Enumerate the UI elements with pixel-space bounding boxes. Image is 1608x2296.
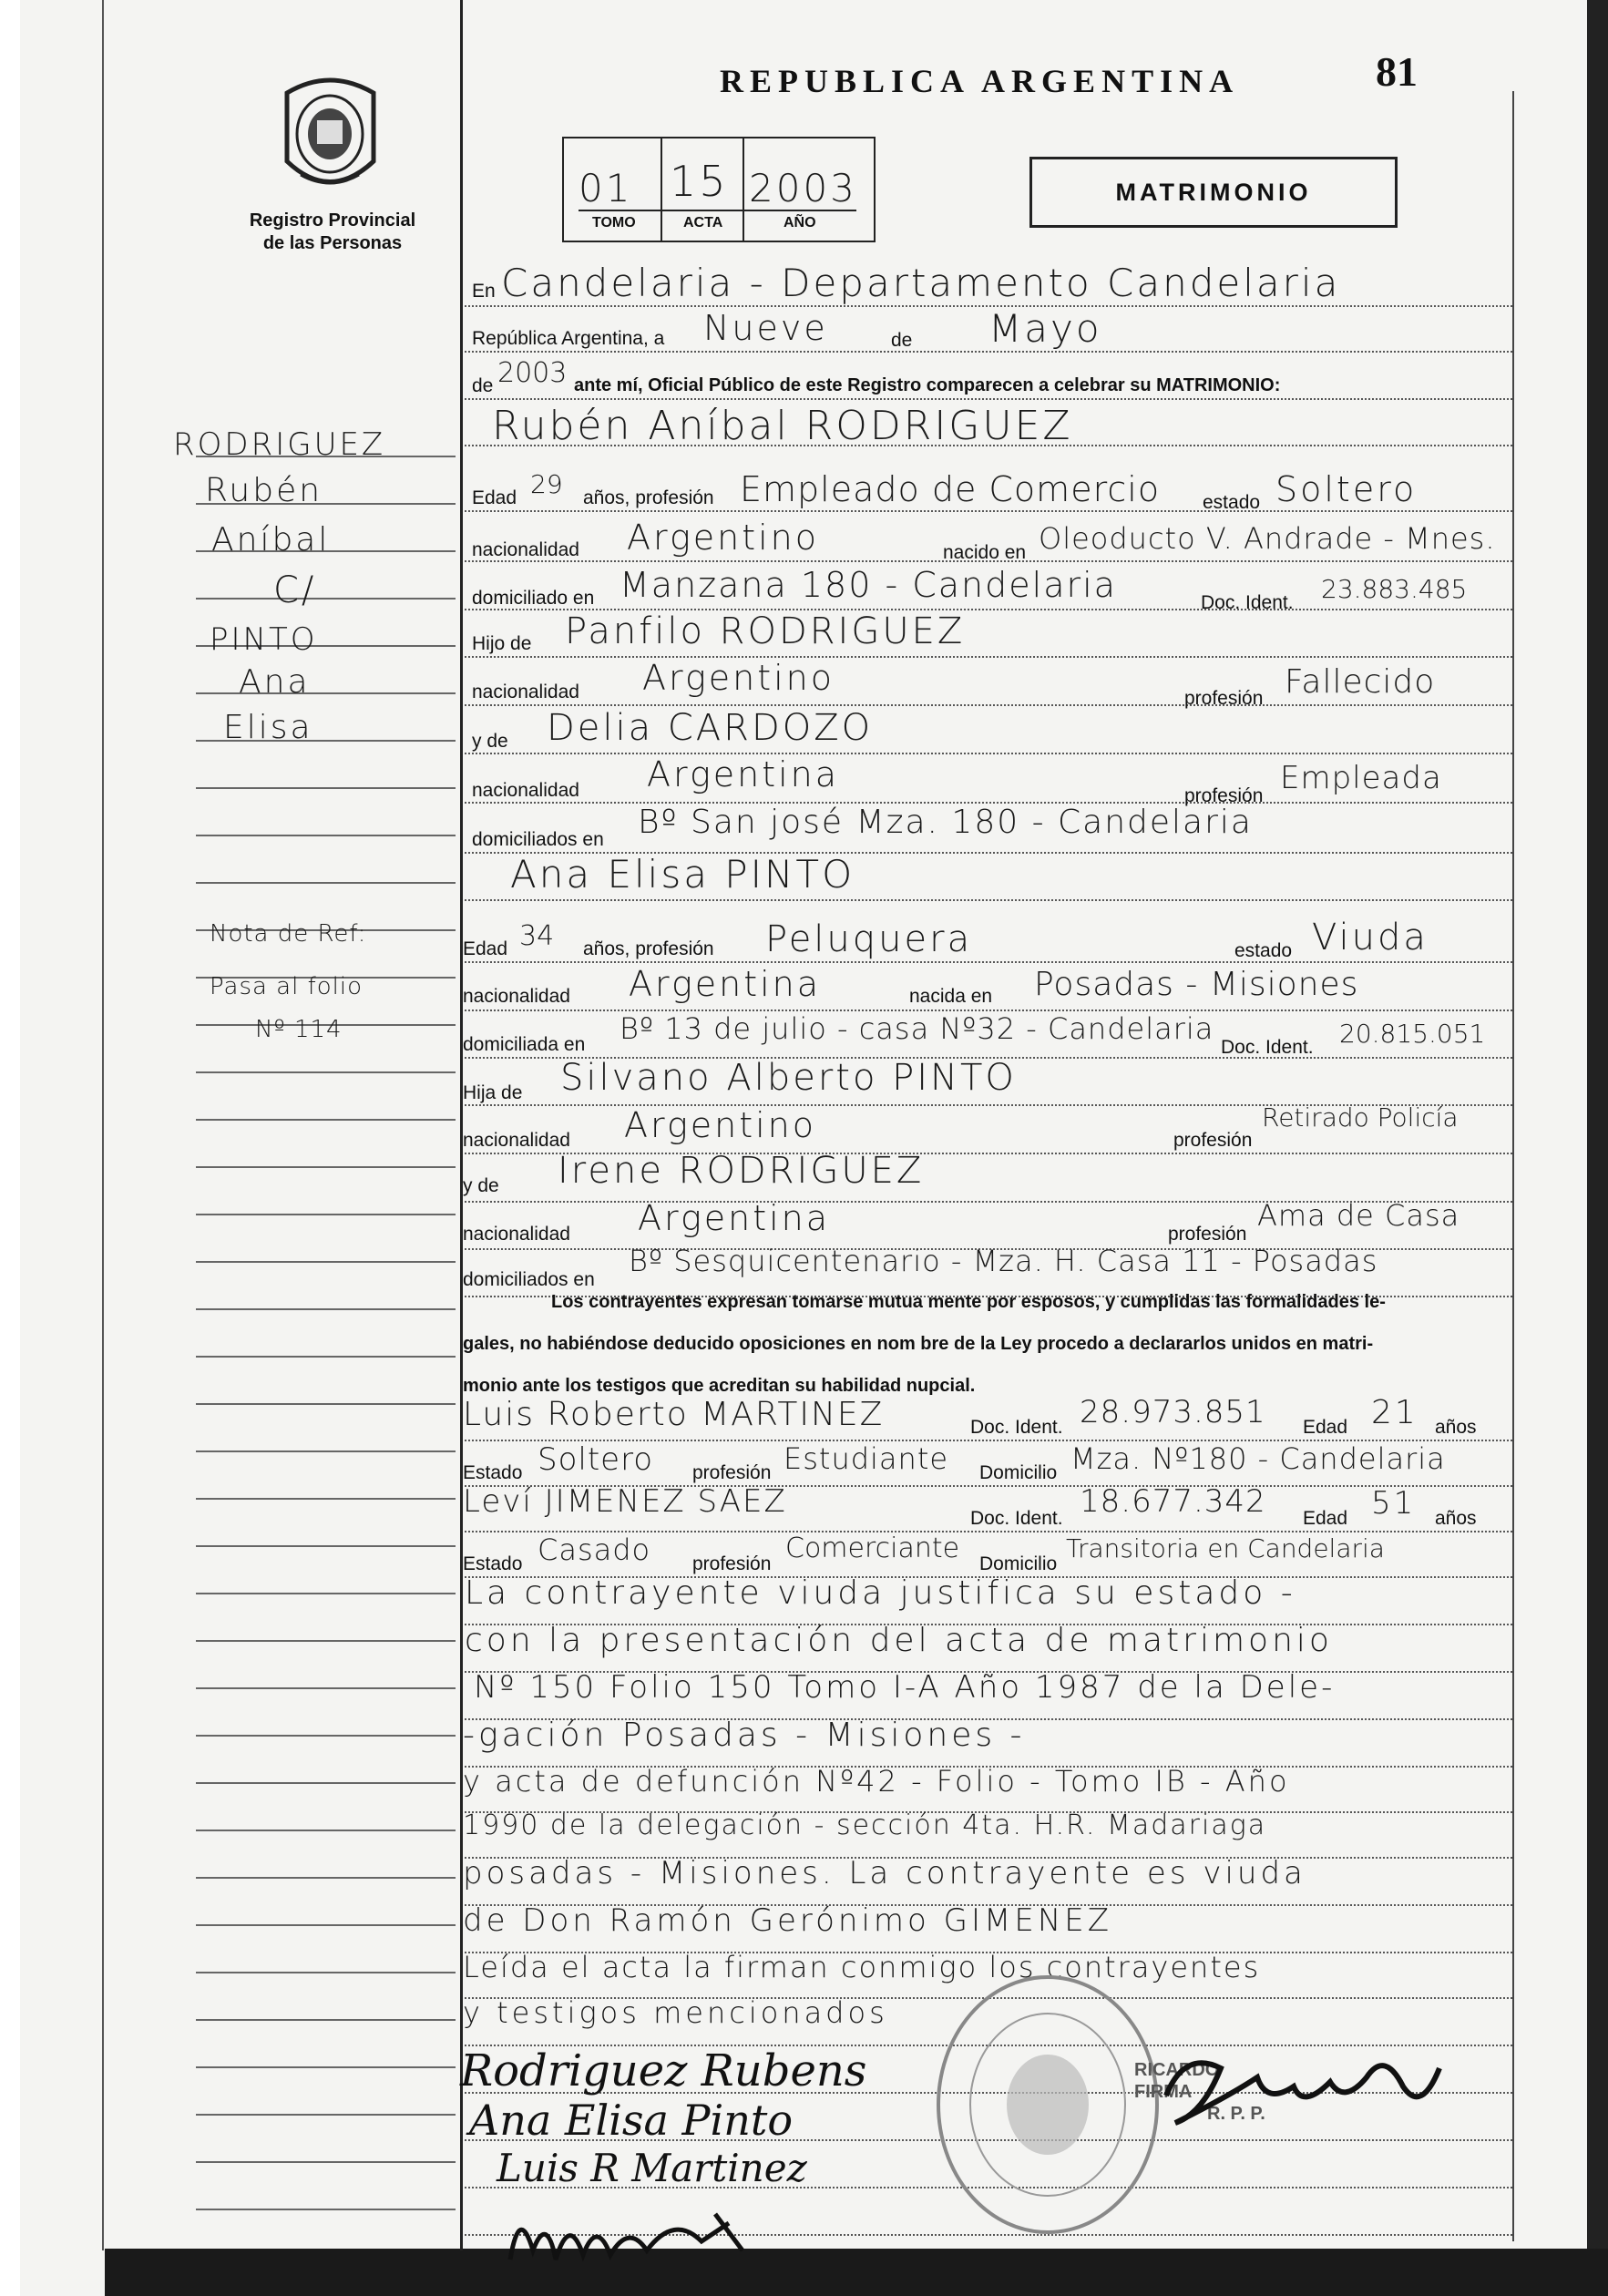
doc-label: Doc. Ident.: [1201, 592, 1294, 613]
bride-signature: Ana Elisa Pinto: [469, 2096, 794, 2145]
groom-signature: Rodriguez Rubens: [460, 2045, 867, 2096]
declaration-line: Los contrayentes expresan tomarse mutua mente por esposos, y cumplidas las formalidades le-: [551, 1292, 1386, 1312]
edad-label: Edad: [1303, 1508, 1348, 1529]
estado-label: Estado: [463, 1462, 523, 1483]
bride-nationality: Argentina: [629, 964, 822, 1004]
margin-rule: [196, 1924, 456, 1926]
margin-rule: [196, 1356, 456, 1358]
note-line: Leída el acta la firman conmigo los contrayentes: [463, 1950, 1261, 1984]
margin-rule: [196, 835, 456, 836]
tomo-label: TOMO: [592, 215, 636, 231]
groom-profession: Empleado de Comercio: [740, 469, 1161, 509]
act-type-box: MATRIMONIO: [1029, 157, 1398, 228]
margin-rule: [196, 1782, 456, 1784]
de-label: de: [891, 330, 913, 351]
stamp-line: FIRMA: [1134, 2082, 1193, 2102]
edad-label: Edad: [472, 487, 517, 508]
domicilio-label: Domicilio: [979, 1462, 1058, 1483]
country-title: REPUBLICA ARGENTINA: [720, 63, 1240, 99]
groom-father: Panfilo RODRIGUEZ: [565, 610, 966, 652]
note-line: -gación Posadas - Misiones -: [463, 1717, 1026, 1754]
bride-father-profession: Retirado Policía: [1262, 1102, 1459, 1133]
margin-rule: [196, 692, 456, 694]
margin-rule: [196, 882, 456, 884]
yde-label: y de: [463, 1175, 499, 1196]
form-rule: [465, 351, 1512, 353]
declaration-line: monio ante los testigos que acreditan su habilidad nupcial.: [463, 1376, 976, 1396]
groom-status: Soltero: [1275, 469, 1418, 509]
bride-mother: Irene RODRIGUEZ: [558, 1150, 925, 1192]
provincial-seal-icon: [273, 75, 387, 198]
domiciliados-label: domiciliados en: [472, 829, 604, 850]
form-rule: [465, 961, 1512, 963]
profesion-label: profesión: [692, 1553, 772, 1574]
en-label: En: [472, 281, 496, 302]
note-line: posadas - Misiones. La contrayente es viuda: [463, 1855, 1306, 1891]
registry-line: Registro Provincial: [249, 210, 416, 231]
form-rule: [465, 510, 1512, 512]
declaration-line: gales, no habiéndose deducido oposiciones en nom bre de la Ley procedo a declararlos unidos en matri-: [463, 1334, 1374, 1354]
margin-rule: [196, 1403, 456, 1405]
father-profession: Fallecido: [1285, 663, 1436, 701]
right-margin-rule: [1512, 91, 1514, 2241]
groom-name: Rubén Aníbal RODRIGUEZ: [492, 403, 1073, 449]
witness2-profession: Comerciante: [785, 1532, 960, 1564]
form-rule: [465, 656, 1512, 658]
nacido-label: nacido en: [943, 542, 1027, 563]
acta-value: 15: [670, 157, 729, 206]
form-rule: [465, 753, 1512, 754]
margin-rule: [196, 1640, 456, 1642]
margin-name: Aníbal: [211, 521, 331, 559]
groom-birthplace: Oleoducto V. Andrade - Mnes.: [1039, 521, 1496, 556]
doc-label: Doc. Ident.: [970, 1417, 1063, 1438]
margin-rule: [196, 1119, 456, 1121]
margin-rule: [196, 1687, 456, 1689]
bride-birthplace: Posadas - Misiones: [1034, 966, 1359, 1003]
mother-nationality: Argentina: [647, 754, 840, 794]
registry-line: de las Personas: [262, 233, 403, 253]
bride-age: 34: [519, 920, 555, 952]
month-value: Mayo: [988, 306, 1102, 351]
box-divider: [661, 137, 662, 241]
witness2-address: Transitoria en Candelaria: [1066, 1533, 1385, 1563]
bride-father: Silvano Alberto PINTO: [560, 1057, 1017, 1099]
domicilio-label: Domicilio: [979, 1553, 1058, 1574]
bride-address: Bº 13 de julio - casa Nº32 - Candelaria: [620, 1011, 1214, 1046]
bride-doc: 20.815.051: [1339, 1019, 1486, 1049]
witness2-doc: 18.677.342: [1080, 1483, 1266, 1520]
hija-label: Hija de: [463, 1082, 523, 1103]
tomo-value: 01: [579, 166, 633, 210]
margin-rule: [196, 1261, 456, 1263]
scan-edge: [0, 0, 20, 2296]
estado-label: estado: [1203, 492, 1261, 513]
groom-age: 29: [530, 469, 563, 499]
margin-rule: [196, 1830, 456, 1831]
margin-note: Pasa al folio: [210, 973, 364, 1000]
witness1-profession: Estudiante: [784, 1441, 949, 1476]
page-number: 81: [1376, 48, 1418, 95]
yde-label: y de: [472, 731, 508, 752]
registry-name: [246, 210, 419, 255]
nacionalidad-label: nacionalidad: [472, 539, 579, 560]
year-value: 2003: [497, 357, 568, 389]
groom-address: Manzana 180 - Candelaria: [620, 565, 1117, 605]
domiciliada-label: domiciliada en: [463, 1034, 586, 1055]
note-line: 1990 de la delegación - sección 4ta. H.R. Madariaga: [463, 1809, 1267, 1841]
margin-rule: [196, 1450, 456, 1452]
witness1-doc: 28.973.851: [1080, 1394, 1266, 1430]
intro-text: ante mí, Oficial Público de este Registro comparecen a celebrar su MATRIMONIO:: [574, 375, 1281, 395]
witness1-address: Mza. Nº180 - Candelaria: [1070, 1441, 1446, 1476]
margin-rule: [196, 2161, 456, 2163]
anos-label: años: [1435, 1508, 1477, 1529]
officer-signature-icon: [1148, 2041, 1458, 2141]
margin-name: Ana: [239, 663, 311, 701]
note-line: con la presentación del acta de matrimonio: [465, 1622, 1333, 1659]
bride-name: Ana Elisa PINTO: [510, 852, 855, 897]
bride-mother-nationality: Argentina: [638, 1198, 831, 1238]
margin-rule: [196, 2209, 456, 2210]
margin-rule: [196, 1071, 456, 1073]
witness2-status: Casado: [538, 1532, 651, 1567]
nacionalidad-label: nacionalidad: [463, 1224, 570, 1245]
stamp-line: RICARDO: [1134, 2060, 1220, 2080]
groom-mother: Delia CARDOZO: [547, 707, 874, 749]
margin-name: Rubén: [205, 472, 323, 509]
groom-parents-address: Bº San josé Mza. 180 - Candelaria: [638, 804, 1253, 841]
margin-rule: [196, 1972, 456, 1973]
margin-name: PINTO: [210, 621, 318, 658]
margin-rule: [196, 598, 456, 600]
form-rule: [465, 899, 1512, 901]
groom-doc: 23.883.485: [1321, 574, 1468, 604]
margin-rule: [196, 2019, 456, 2021]
margin-rule: [196, 2114, 456, 2116]
witness1-name: Luis Roberto MARTINEZ: [463, 1396, 885, 1433]
margin-note: Nota de Ref:: [210, 920, 367, 948]
stamp-line: R. P. P.: [1207, 2104, 1265, 2124]
profesion-label: profesión: [1184, 688, 1264, 709]
bride-father-nationality: Argentino: [624, 1105, 817, 1145]
anos-label: años: [1435, 1417, 1477, 1438]
margin-name: C/: [273, 569, 317, 611]
witness2-age: 51: [1371, 1485, 1417, 1522]
witness2-name: Leví JIMENEZ SAEZ: [463, 1483, 787, 1520]
domiciliado-label: domiciliado en: [472, 588, 595, 609]
father-nationality: Argentino: [642, 658, 835, 698]
witness-signature: Luis R Martinez: [497, 2146, 807, 2190]
anos-profesion-label: años, profesión: [583, 487, 714, 508]
place-value: Candelaria - Departamento Candelaria: [501, 261, 1341, 305]
doc-label: Doc. Ident.: [970, 1508, 1063, 1529]
groom-nationality: Argentino: [627, 518, 820, 558]
margin-rule: [196, 1308, 456, 1310]
bride-mother-profession: Ama de Casa: [1257, 1198, 1460, 1233]
nacionalidad-label: nacionalidad: [463, 1130, 570, 1151]
witness1-age: 21: [1371, 1394, 1419, 1431]
domiciliados-label: domiciliados en: [463, 1269, 595, 1290]
scan-edge-bottom: [105, 2249, 1608, 2296]
box-divider: [743, 137, 744, 241]
acta-label: ACTA: [683, 215, 723, 231]
profesion-label: profesión: [1168, 1224, 1247, 1245]
edad-label: Edad: [1303, 1417, 1348, 1438]
estado-label: Estado: [463, 1553, 523, 1574]
margin-rule: [196, 787, 456, 789]
margin-note: Nº 114: [255, 1016, 343, 1043]
witness2-signature-icon: [492, 2187, 802, 2278]
bride-parents-address: Bº Sesquicentenario - Mza. H. Casa 11 - Posadas: [629, 1244, 1378, 1278]
margin-rule: [196, 1545, 456, 1547]
margin-rule: [196, 1166, 456, 1168]
bride-status: Viuda: [1312, 917, 1429, 958]
margin-rule: [196, 1593, 456, 1594]
scan-edge-right: [1587, 0, 1608, 2296]
profesion-label: profesión: [692, 1462, 772, 1483]
profesion-label: profesión: [1184, 785, 1264, 806]
nacionalidad-label: nacionalidad: [472, 682, 579, 702]
left-margin-rule: [102, 0, 104, 2250]
margin-rule: [196, 1877, 456, 1879]
witness1-status: Soltero: [538, 1441, 654, 1478]
form-rule: [465, 398, 1512, 400]
note-line: La contrayente viuda justifica su estado -: [465, 1574, 1296, 1612]
margin-rule: [196, 1498, 456, 1500]
bride-profession: Peluquera: [765, 918, 973, 960]
note-line: y acta de defunción Nº42 - Folio - Tomo IB - Año: [463, 1764, 1290, 1799]
margin-surname: RODRIGUEZ: [173, 426, 386, 463]
ano-label: AÑO: [784, 215, 816, 231]
margin-rule: [196, 2066, 456, 2068]
note-line: Nº 150 Folio 150 Tomo I-A Año 1987 de la Dele-: [474, 1669, 1336, 1706]
nacionalidad-label: nacionalidad: [472, 780, 579, 801]
estado-label: estado: [1234, 940, 1293, 961]
day-value: Nueve: [703, 308, 828, 348]
mother-profession: Empleada: [1280, 760, 1442, 796]
margin-rule: [196, 1214, 456, 1215]
form-rule: [465, 704, 1512, 706]
note-line: y testigos mencionados: [463, 1995, 888, 2030]
profesion-label: profesión: [1173, 1130, 1253, 1151]
hijo-label: Hijo de: [472, 633, 532, 654]
edad-label: Edad: [463, 938, 508, 959]
nacionalidad-label: nacionalidad: [463, 986, 570, 1007]
registry-stamp-icon: [929, 1968, 1166, 2241]
margin-rule: [196, 1735, 456, 1737]
doc-label: Doc. Ident.: [1221, 1037, 1314, 1058]
year-prefix: de: [472, 375, 494, 396]
note-line: de Don Ramón Gerónimo GIMENEZ: [463, 1902, 1113, 1939]
anos-profesion-label: años, profesión: [583, 938, 714, 959]
margin-name: Elisa: [223, 709, 313, 746]
republica-label: República Argentina, a: [472, 328, 665, 349]
ano-value: 2003: [749, 166, 857, 210]
nacida-label: nacida en: [909, 986, 993, 1007]
